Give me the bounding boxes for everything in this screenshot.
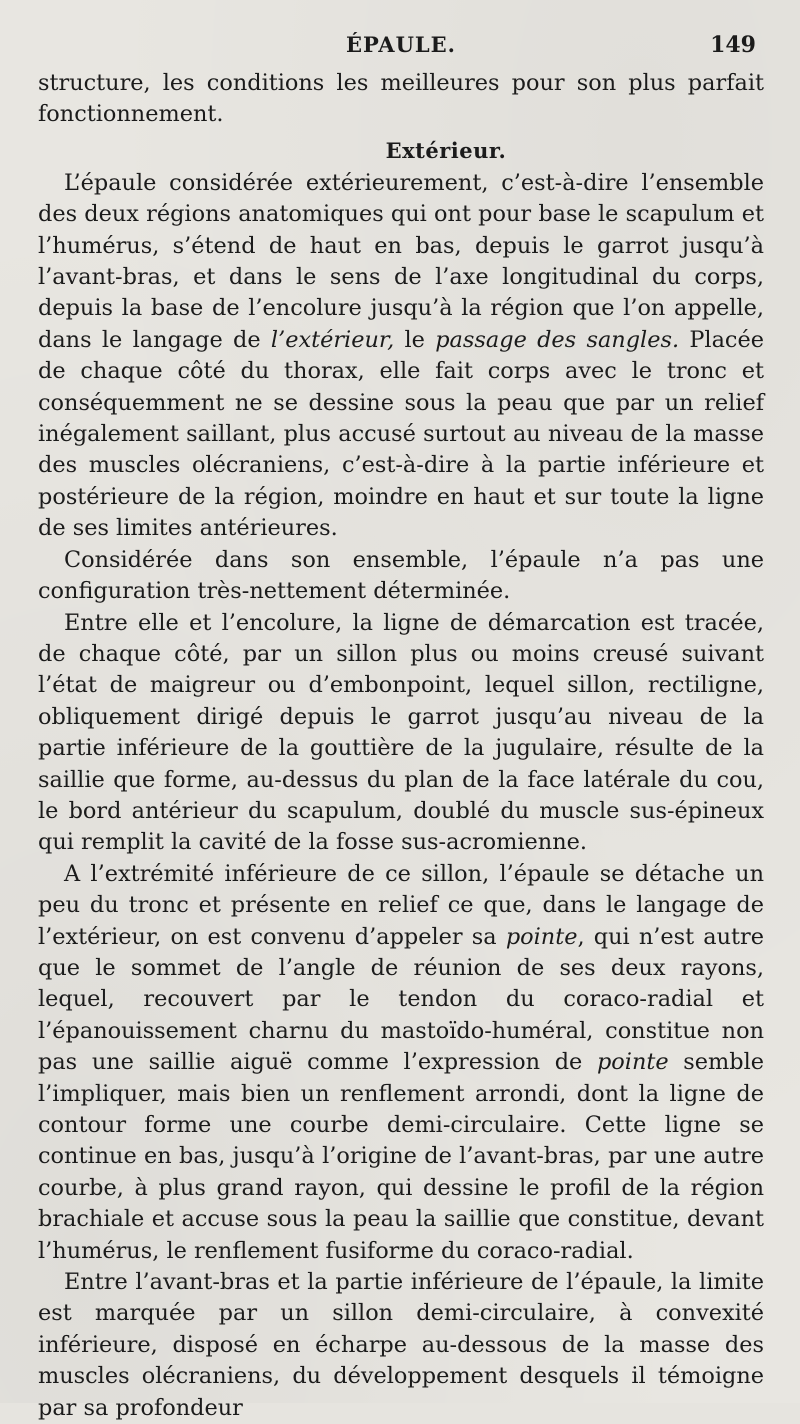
paragraph-1-italic-1: l’extérieur, [270, 326, 395, 353]
paragraph-4-italic-1: pointe [505, 923, 578, 950]
paragraph-1-italic-2: passage des sangles. [435, 326, 680, 353]
paragraph-1 [38, 168, 764, 545]
section-heading: Extérieur. [385, 137, 507, 163]
paragraph-1-text-a: L’épaule considérée extérieurement, c’est-à-dire l’ensemble des deux régions anatomiques qui ont pour base le scapulum et l’humérus, s’étend de haut en bas, depuis le garrot jusqu’à l’avant-bras, et dans le sens de l’axe longitudinal du corps, depuis la base de l’encolure jusqu’à la région que l’on appelle, dans le langage de [38, 169, 764, 353]
continuation-paragraph: structure, les conditions les meilleures pour son plus parfait fonctionnement. [38, 70, 764, 128]
paragraph-3: Entre elle et l’encolure, la ligne de démarcation est tracée, de chaque côté, par un sillon plus ou moins creusé suivant l’état de maigreur ou d’embonpoint, lequel sillon, rectiligne, obliquement dirigé depuis le garrot jusqu’au niveau de la partie inférieure de la gouttière de la jugulaire, résulte de la saillie que forme, au-dessus du plan de la face latérale du cou, le bord antérieur du scapulum, doublé du muscle sus-épineux qui remplit la cavité de la fosse sus-acromienne. [38, 609, 764, 856]
paragraph-4-text-c: semble l’impliquer, mais bien un renflement arrondi, dont la ligne de contour forme une courbe demi-circulaire. Cette ligne se continue en bas, jusqu’à l’origine de l’avant-bras, par une autre courbe, à plus grand rayon, qui dessine le profil de la région brachiale et accuse sous la peau la saillie que constitue, devant l’humérus, le renflement fusiforme du coraco-radial. [38, 1049, 765, 1264]
page-header [38, 28, 764, 68]
page-number: 149 [710, 32, 756, 58]
paragraph-1-text-b: le [394, 326, 436, 353]
paragraph-4-text-a: A l’extrémité inférieure de ce sillon, l’épaule se détache un peu du tronc et présente en relief ce que, dans le langage de l’extérieur, on est convenu d’appeler sa [38, 860, 764, 950]
body-text [38, 68, 764, 1424]
paragraph-4-text-b: , qui n’est autre que le sommet de l’angle de réunion de ses deux rayons, lequel, recouvert par le tendon du coraco-radial et l’épanouissement charnu du mastoïdo-huméral, constitue non pas une saillie aiguë comme l’expression de [38, 923, 765, 1076]
paragraph-5: Entre l’avant-bras et la partie inférieure de l’épaule, la limite est marquée par un sillon demi-circulaire, à convexité inférieure, disposé en écharpe au-dessous de la masse des muscles olécraniens, du développement desquels il témoigne par sa profondeur [38, 1269, 764, 1421]
paragraph-4-italic-2: pointe [596, 1049, 669, 1076]
paragraph-4 [38, 859, 764, 1267]
paragraph-1-text-c: Placée de chaque côté du thorax, elle fait corps avec le tronc et conséquemment ne se dessine sous la peau que par un relief inégalement saillant, plus accusé surtout au niveau de la masse des muscles olécraniens, c’est-à-dire à la partie inférieure et postérieure de la région, moindre en haut et sur toute la ligne de ses limites antérieures. [38, 326, 764, 542]
paragraph-2: Considérée dans son ensemble, l’épaule n’a pas une configuration très-nettement déterminée. [38, 546, 764, 605]
running-head: ÉPAULE. [346, 32, 456, 57]
